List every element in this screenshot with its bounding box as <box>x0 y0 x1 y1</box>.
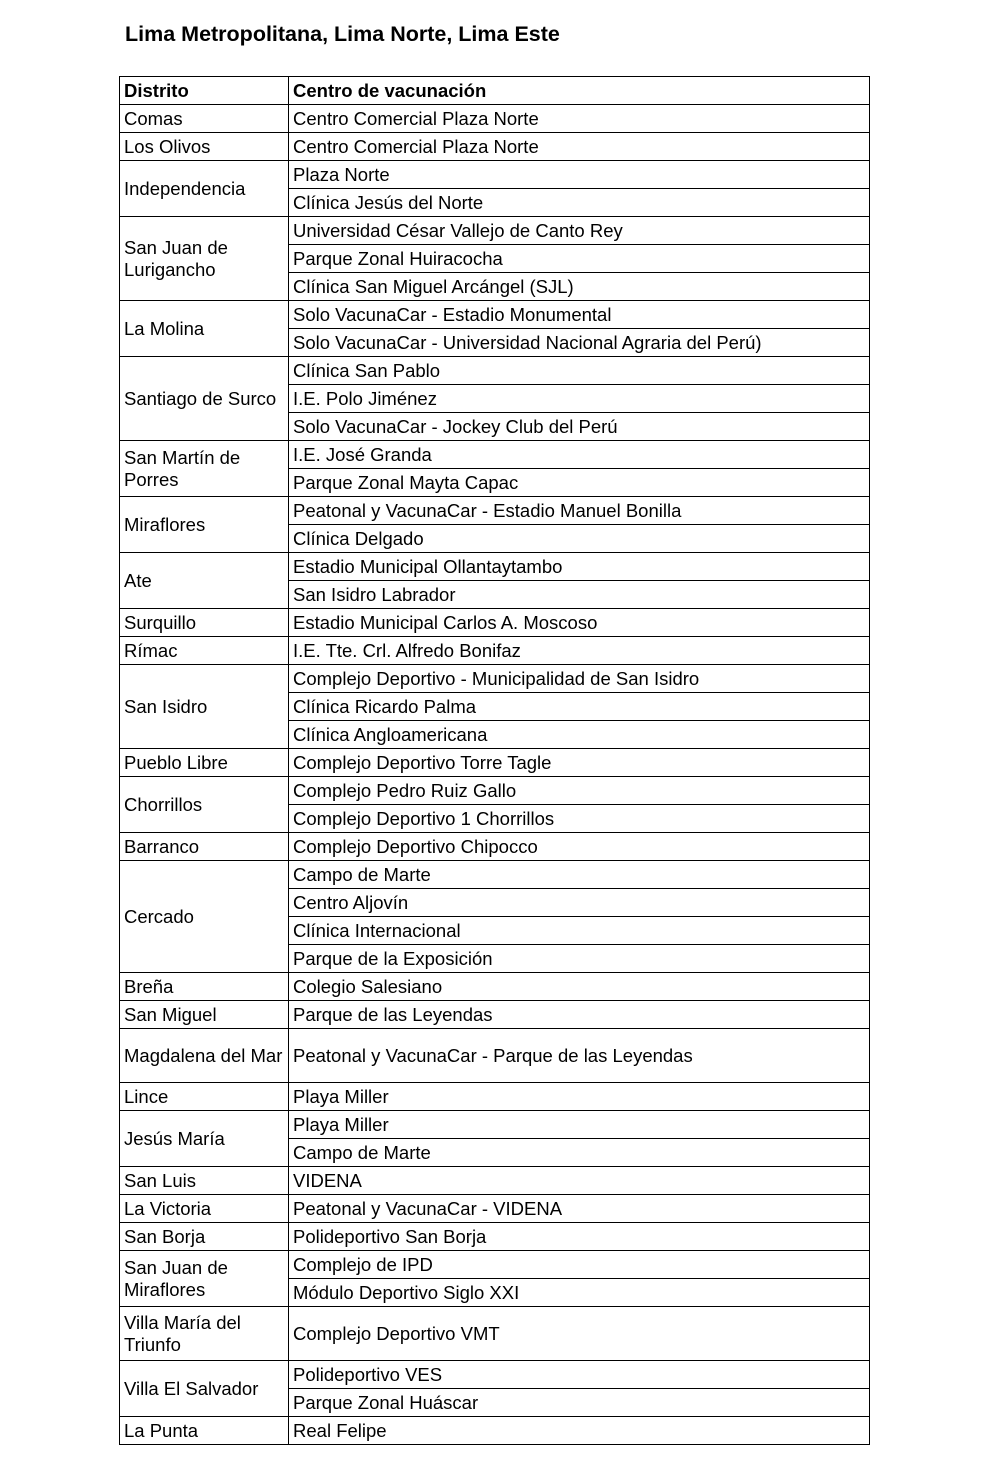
district-cell: Jesús María <box>120 1111 289 1167</box>
district-cell: San Isidro <box>120 665 289 749</box>
table-row <box>120 609 870 637</box>
table-row <box>120 637 870 665</box>
district-cell: Barranco <box>120 833 289 861</box>
district-cell: San Martín de Porres <box>120 441 289 497</box>
center-cell: Centro Aljovín <box>289 889 870 917</box>
table-row <box>120 973 870 1001</box>
table-row <box>120 1195 870 1223</box>
district-cell: Cercado <box>120 861 289 973</box>
table-row <box>120 1083 870 1111</box>
district-cell: La Molina <box>120 301 289 357</box>
table-row <box>120 357 870 385</box>
table-row <box>120 833 870 861</box>
center-cell: Parque Zonal Huáscar <box>289 1389 870 1417</box>
center-cell: I.E. Tte. Crl. Alfredo Bonifaz <box>289 637 870 665</box>
district-cell: Ate <box>120 553 289 609</box>
table-row <box>120 105 870 133</box>
center-cell: Peatonal y VacunaCar - Estadio Manuel Bonilla <box>289 497 870 525</box>
center-cell: Parque Zonal Huiracocha <box>289 245 870 273</box>
district-cell: Magdalena del Mar <box>120 1029 289 1083</box>
center-cell: Polideportivo San Borja <box>289 1223 870 1251</box>
table-row <box>120 1029 870 1083</box>
center-cell: Complejo Deportivo - Municipalidad de San Isidro <box>289 665 870 693</box>
center-cell: I.E. Polo Jiménez <box>289 385 870 413</box>
center-cell: Parque Zonal Mayta Capac <box>289 469 870 497</box>
table-row <box>120 1361 870 1389</box>
center-cell: Solo VacunaCar - Estadio Monumental <box>289 301 870 329</box>
center-cell: Parque de la Exposición <box>289 945 870 973</box>
center-cell: Estadio Municipal Ollantaytambo <box>289 553 870 581</box>
center-cell: Solo VacunaCar - Universidad Nacional Agraria del Perú) <box>289 329 870 357</box>
table-row <box>120 441 870 469</box>
district-cell: San Luis <box>120 1167 289 1195</box>
table-row <box>120 301 870 329</box>
center-cell: Campo de Marte <box>289 1139 870 1167</box>
center-cell: Universidad César Vallejo de Canto Rey <box>289 217 870 245</box>
center-cell: Clínica San Pablo <box>289 357 870 385</box>
table-row <box>120 1111 870 1139</box>
district-cell: San Miguel <box>120 1001 289 1029</box>
page-title: Lima Metropolitana, Lima Norte, Lima Este <box>125 22 560 46</box>
table-row <box>120 553 870 581</box>
center-cell: Clínica Delgado <box>289 525 870 553</box>
table-row <box>120 1167 870 1195</box>
table-row <box>120 749 870 777</box>
table-row <box>120 1417 870 1445</box>
district-cell: Villa María del Triunfo <box>120 1307 289 1361</box>
district-cell: Lince <box>120 1083 289 1111</box>
center-cell: Módulo Deportivo Siglo XXI <box>289 1279 870 1307</box>
table-row <box>120 217 870 245</box>
table-row <box>120 1307 870 1361</box>
header-distrito: Distrito <box>120 77 289 105</box>
center-cell: Peatonal y VacunaCar - VIDENA <box>289 1195 870 1223</box>
table-body <box>120 105 870 1445</box>
district-cell: Santiago de Surco <box>120 357 289 441</box>
center-cell: Colegio Salesiano <box>289 973 870 1001</box>
center-cell: Centro Comercial Plaza Norte <box>289 133 870 161</box>
center-cell: Peatonal y VacunaCar - Parque de las Leyendas <box>289 1029 870 1083</box>
district-cell: Independencia <box>120 161 289 217</box>
district-cell: La Victoria <box>120 1195 289 1223</box>
center-cell: Clínica Jesús del Norte <box>289 189 870 217</box>
district-cell: San Juan de Miraflores <box>120 1251 289 1307</box>
district-cell: Breña <box>120 973 289 1001</box>
district-cell: Villa El Salvador <box>120 1361 289 1417</box>
district-cell: Pueblo Libre <box>120 749 289 777</box>
district-cell: Chorrillos <box>120 777 289 833</box>
center-cell: Polideportivo VES <box>289 1361 870 1389</box>
center-cell: Playa Miller <box>289 1083 870 1111</box>
district-cell: San Borja <box>120 1223 289 1251</box>
table-row <box>120 1251 870 1279</box>
center-cell: Solo VacunaCar - Jockey Club del Perú <box>289 413 870 441</box>
table-row <box>120 497 870 525</box>
center-cell: Complejo Deportivo Torre Tagle <box>289 749 870 777</box>
center-cell: Real Felipe <box>289 1417 870 1445</box>
center-cell: Centro Comercial Plaza Norte <box>289 105 870 133</box>
table-row <box>120 777 870 805</box>
table-row <box>120 665 870 693</box>
district-cell: Surquillo <box>120 609 289 637</box>
district-cell: Miraflores <box>120 497 289 553</box>
table-row <box>120 1223 870 1251</box>
center-cell: Estadio Municipal Carlos A. Moscoso <box>289 609 870 637</box>
center-cell: Campo de Marte <box>289 861 870 889</box>
center-cell: Playa Miller <box>289 1111 870 1139</box>
table-row <box>120 133 870 161</box>
vaccination-centers-table <box>119 76 870 1445</box>
district-cell: Rímac <box>120 637 289 665</box>
center-cell: Complejo Deportivo VMT <box>289 1307 870 1361</box>
table-header-row <box>120 77 870 105</box>
center-cell: Clínica Ricardo Palma <box>289 693 870 721</box>
table-row <box>120 861 870 889</box>
district-cell: San Juan de Lurigancho <box>120 217 289 301</box>
center-cell: Complejo Deportivo Chipocco <box>289 833 870 861</box>
table-row <box>120 161 870 189</box>
center-cell: Complejo de IPD <box>289 1251 870 1279</box>
center-cell: Plaza Norte <box>289 161 870 189</box>
center-cell: Complejo Pedro Ruiz Gallo <box>289 777 870 805</box>
district-cell: Los Olivos <box>120 133 289 161</box>
center-cell: Clínica Internacional <box>289 917 870 945</box>
district-cell: Comas <box>120 105 289 133</box>
center-cell: I.E. José Granda <box>289 441 870 469</box>
center-cell: Clínica San Miguel Arcángel (SJL) <box>289 273 870 301</box>
center-cell: Parque de las Leyendas <box>289 1001 870 1029</box>
district-cell: La Punta <box>120 1417 289 1445</box>
header-centro: Centro de vacunación <box>289 77 870 105</box>
table-row <box>120 1001 870 1029</box>
center-cell: San Isidro Labrador <box>289 581 870 609</box>
center-cell: VIDENA <box>289 1167 870 1195</box>
center-cell: Clínica Angloamericana <box>289 721 870 749</box>
center-cell: Complejo Deportivo 1 Chorrillos <box>289 805 870 833</box>
